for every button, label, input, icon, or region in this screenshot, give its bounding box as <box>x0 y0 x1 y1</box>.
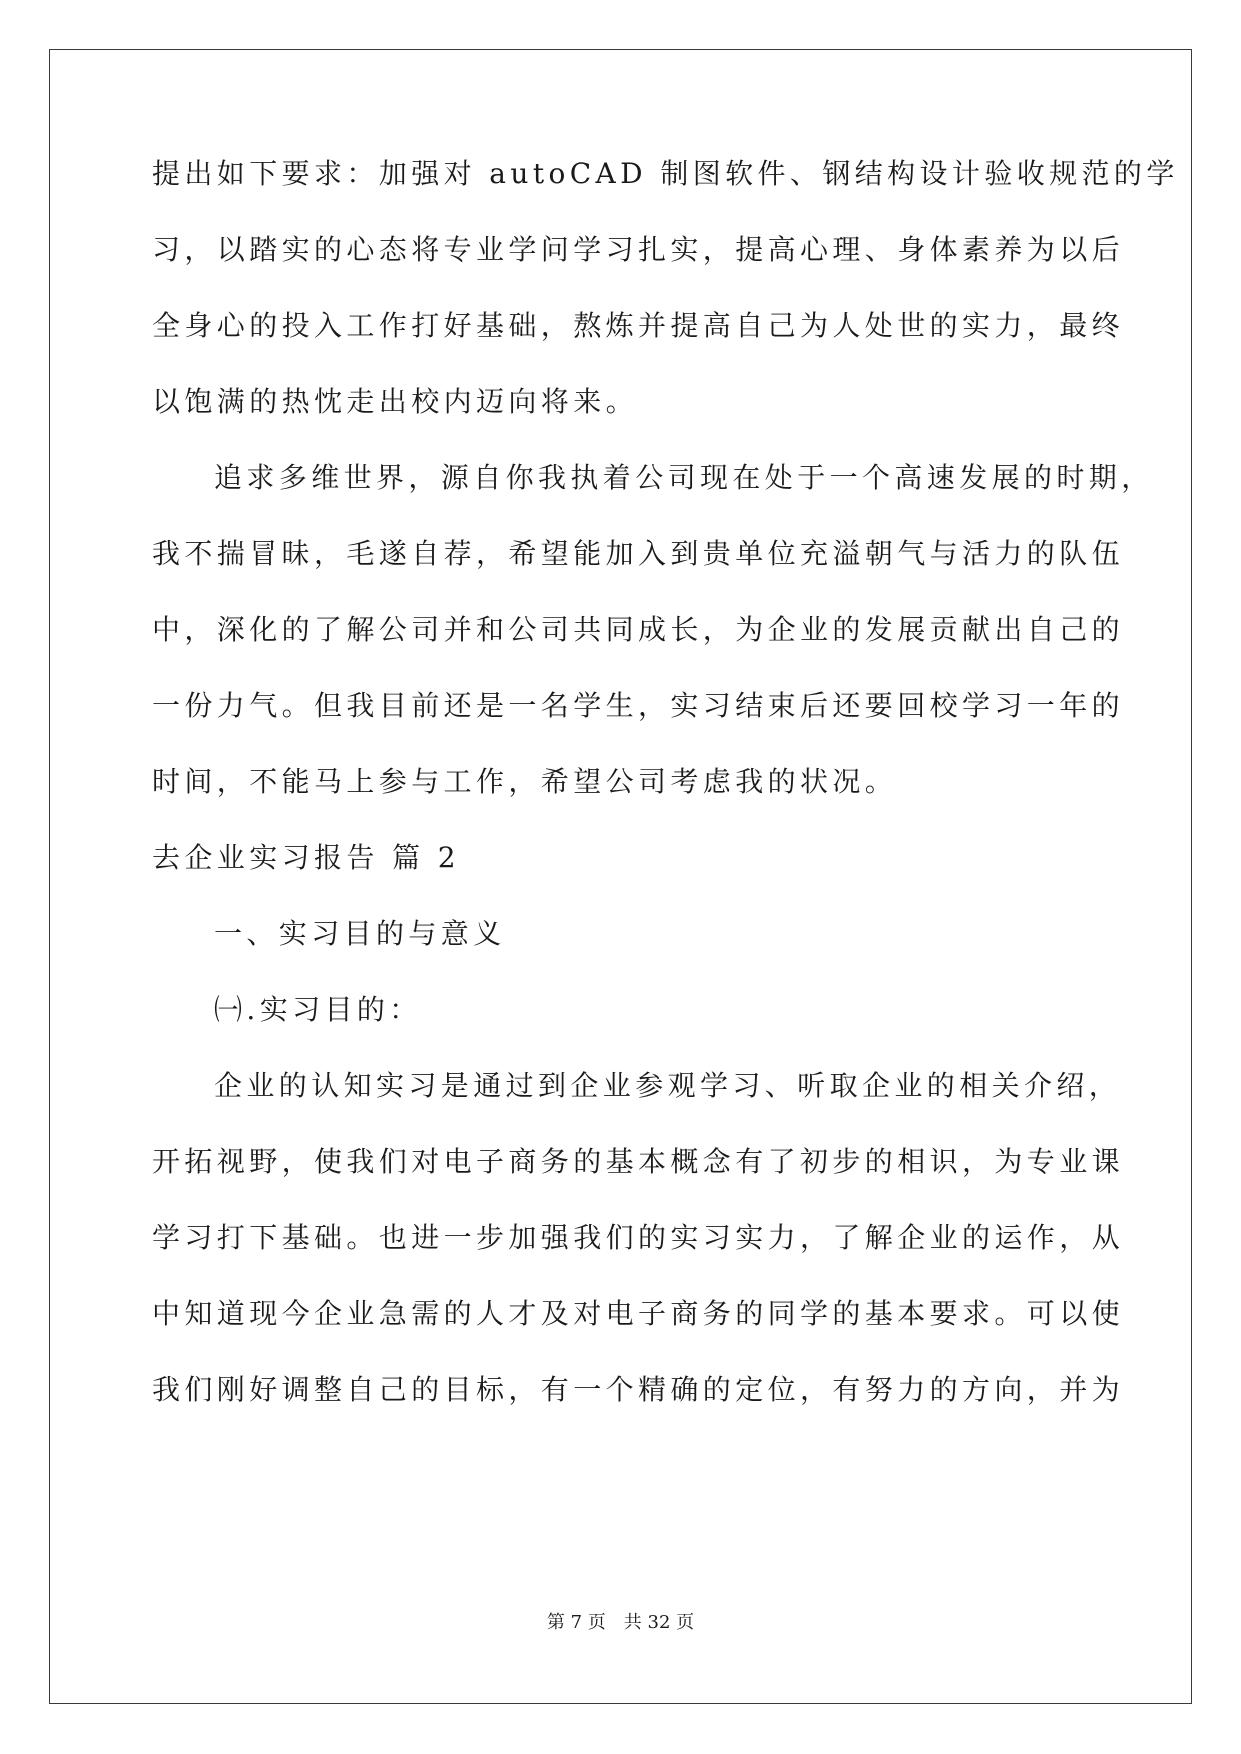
text-line: 学习打下基础。也进一步加强我们的实习实力，了解企业的运作，从 <box>152 1221 1125 1254</box>
text-line: 我们刚好调整自己的目标，有一个精确的定位，有努力的方向，并为 <box>152 1373 1125 1406</box>
text-line: 追求多维世界，源自你我执着公司现在处于一个高速发展的时期， <box>214 461 1154 494</box>
subheading: 一、实习目的与意义 <box>214 917 506 950</box>
subheading: ㈠.实习目的： <box>214 993 422 1026</box>
text-line: 中，深化的了解公司并和公司共同成长，为企业的发展贡献出自己的 <box>152 613 1125 646</box>
text-line: 时间，不能马上参与工作，希望公司考虑我的状况。 <box>152 765 898 798</box>
page-number: 第 7 页 <box>546 1612 606 1633</box>
text-line: 一份力气。但我目前还是一名学生，实习结束后还要回校学习一年的 <box>152 689 1125 722</box>
text-line: 全身心的投入工作打好基础，熬炼并提高自己为人处世的实力，最终 <box>152 309 1125 342</box>
text-line: 我不揣冒昧，毛遂自荐，希望能加入到贵单位充溢朝气与活力的队伍 <box>152 537 1125 570</box>
page-total: 共 32 页 <box>623 1612 695 1633</box>
document-body <box>152 155 1179 1447</box>
text-line: 开拓视野，使我们对电子商务的基本概念有了初步的相识，为专业课 <box>152 1145 1125 1178</box>
page-footer <box>0 1612 1241 1634</box>
text-line: 以饱满的热忱走出校内迈向将来。 <box>152 385 639 418</box>
text-line: 提出如下要求：加强对 autoCAD 制图软件、钢结构设计验收规范的学 <box>152 157 1179 190</box>
text-line: 习，以踏实的心态将专业学问学习扎实，提高心理、身体素养为以后 <box>152 233 1125 266</box>
section-heading: 去企业实习报告 篇 2 <box>152 841 461 874</box>
text-line: 中知道现今企业急需的人才及对电子商务的同学的基本要求。可以使 <box>152 1297 1125 1330</box>
text-line: 企业的认知实习是通过到企业参观学习、听取企业的相关介绍， <box>214 1069 1122 1102</box>
